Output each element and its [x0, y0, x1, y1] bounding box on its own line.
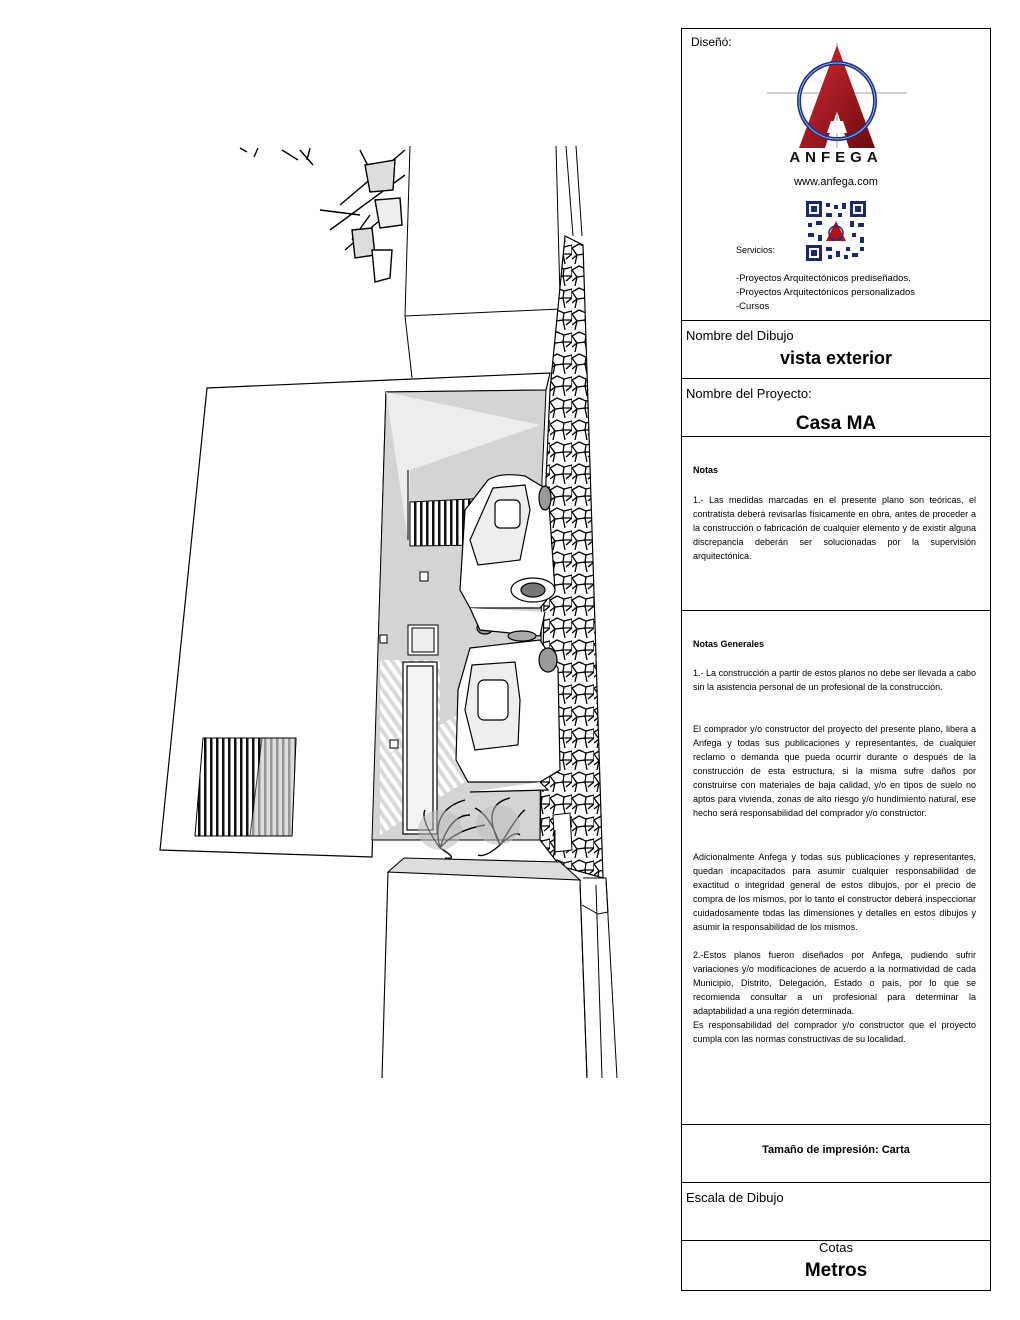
main-door: [403, 662, 437, 834]
scale-section: [682, 1182, 990, 1240]
qr-code-icon: [806, 201, 866, 261]
service-item: -Cursos: [736, 301, 770, 312]
planter: [553, 813, 572, 855]
general-notes-heading: Notas Generales: [693, 639, 765, 649]
sidewalk-front: [382, 858, 587, 1078]
service-item: -Proyectos Arquitectónicos prediseñados.: [736, 273, 911, 284]
print-size-section: [682, 1124, 990, 1182]
title-block: [681, 28, 991, 1291]
roof-window: [195, 738, 296, 836]
services-label: Servicios:: [736, 245, 776, 255]
service-item: -Proyectos Arquitectónicos personalizados: [736, 287, 916, 298]
tree-icon: [240, 148, 405, 282]
services-list: [736, 272, 915, 314]
anfega-logo-icon: [767, 43, 907, 153]
brand-name: ANFEGA: [789, 149, 883, 166]
units-label: Cotas: [819, 1240, 853, 1255]
notes-heading: Notas: [693, 465, 719, 475]
website-link[interactable]: www.anfega.com: [794, 176, 878, 188]
project-name-label: Nombre del Proyecto:: [686, 386, 812, 401]
general-notes-section: [682, 610, 990, 1124]
units-section: [682, 1240, 990, 1291]
drawing-name: vista exterior: [779, 348, 893, 368]
car-icon: [456, 631, 560, 792]
units-value: Metros: [804, 1260, 868, 1281]
scale-label: Escala de Dibujo: [686, 1190, 784, 1205]
general-note-4: 2.-Estos planos fueron diseñados por Anfega, pudiendo sufrir variaciones y/o modificaciones de acuerdo a la normatividad de cada Municipio, Distrito, Delegación, Estado o país, por lo que se recomienda consultar a un profesional para determinar la adaptabilidad a una región determinada. Es responsabilidad del comprador y/o constructor que el proyecto cumpla con las normas constructivas de su localidad.: [693, 950, 976, 1044]
designed-by-label: Diseñó:: [691, 35, 732, 49]
general-note-3: Adicionalmente Anfega y todas sus publicaciones y representantes, quedan incapacitados para asumir cualquier responsabilidad de exactitud o integridad general de estos dibujos, por el precio de compra de los mismos, por lo tanto el constructor deberá inspeccionar cuidadosamente todas las dimensiones y detalles en estos dibujos y asumir la responsabilidad de los mismos.: [693, 852, 976, 932]
drawing-name-section: [682, 320, 990, 378]
neighbor-lot-top: [405, 146, 560, 378]
drawing-name-label: Nombre del Dibujo: [686, 328, 794, 343]
car-icon: [460, 475, 555, 636]
general-note-1: 1.- La construcción a partir de estos planos no debe ser llevada a cabo sin la asistencia personal de un profesional de la construcción.: [693, 668, 976, 692]
print-size: Tamaño de impresión: Carta: [762, 1144, 910, 1156]
project-name: Casa MA: [795, 413, 877, 434]
project-name-section: [682, 378, 990, 436]
general-note-2: El comprador y/o constructor del proyecto del presente plano, libera a Anfega y todas sus publicaciones y representantes, de cualquier reclamo o demanda que pueda ocurrir durante o después de la construcción de esta estructura, si la misma sufre daños por construirse con materiales de baja calidad, y/o en tipos de suelo no aptos para vivienda, zonas de alto riesgo y/o hundimiento natural, ese hecho será responsabilidad del comprador y/o constructor.: [693, 724, 976, 818]
designer-section: [682, 29, 990, 320]
notes-section: [682, 436, 990, 610]
notes-text: 1.- Las medidas marcadas en el presente plano son teóricas, el contratista deberá revisarlas físicamente en obra, antes de proceder a la construcción o fabricación de cualquier elemento y de existir alguna discrepancia deberán ser solucionadas por la supervisión arquitectónica.: [693, 495, 976, 561]
